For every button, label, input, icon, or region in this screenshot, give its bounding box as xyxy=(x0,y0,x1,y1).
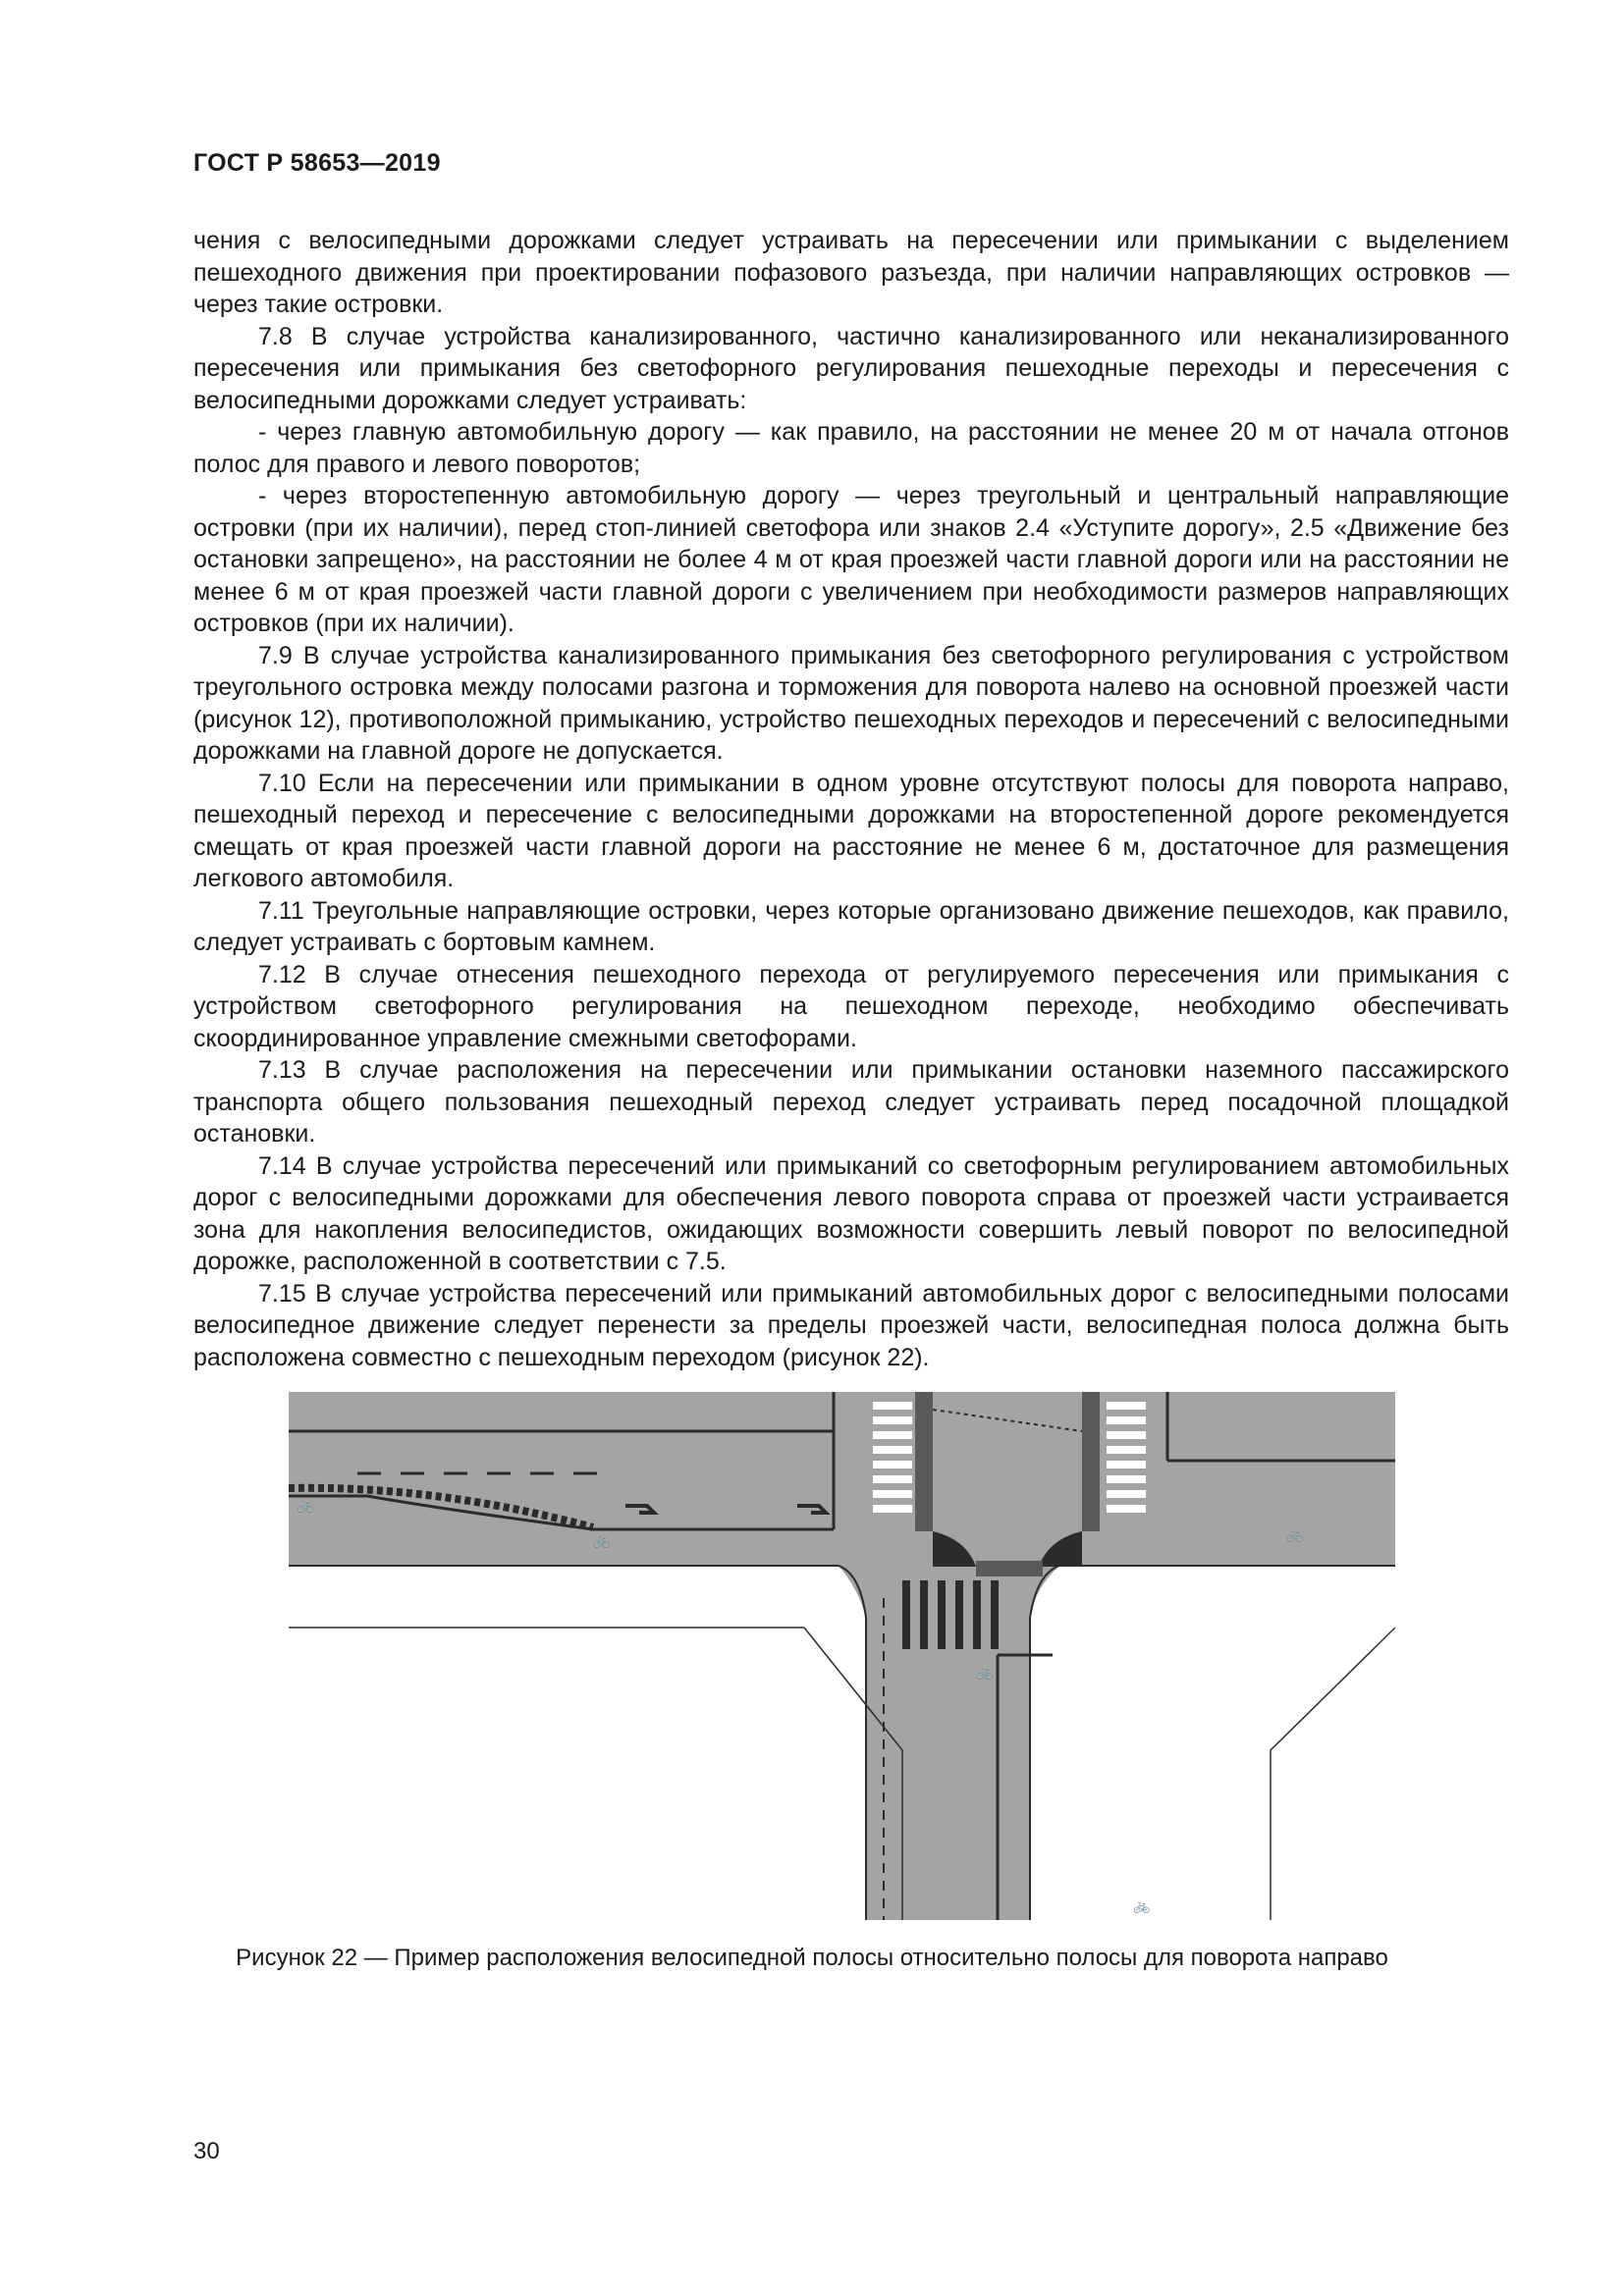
bike-symbol-1: 🚲 xyxy=(297,1497,314,1513)
paragraph-7-14: 7.14 В случае устройства пересечений или примыканий со светофорным регулированием автомобильных дорог с велосипедными дорожками для обеспечения левого поворота справа от проезжей части устраивается зона для накопления велосипедистов, ожидающих возможности совершить левый поворот по велосипедной дорожке, расположенной в соответствии с 7.5. xyxy=(193,1151,1509,1275)
sidewalk-top xyxy=(289,1392,1395,1398)
list-item-secondary-road: - через второстепенную автомобильную дорогу — через треугольный и центральный направляющие островки (при их наличии), перед стоп-линией светофора или знаков 2.4 «Уступите дорогу», 2.5 «Движение без остановки запрещено», на расстоянии не более 4 м от края проезжей части главной дороги или на расстоянии не менее 6 м от края проезжей части главной дороги с увеличением при необходимости размеров направляющих островков (при их наличии). xyxy=(193,482,1509,637)
bike-crossing-right xyxy=(1082,1392,1100,1531)
paragraph-7-13: 7.13 В случае расположения на пересечении или примыкании остановки наземного пассажирского транспорта общего пользования пешеходный переход следует устраивать перед посадочной площадкой остановки. xyxy=(193,1056,1509,1148)
paragraph-7-15: 7.15 В случае устройства пересечений или примыканий автомобильных дорог с велосипедными полосами велосипедное движение следует перенести за пределы проезжей части, велосипедная полоса должна быть расположена совместно с пешеходным переходом (рисунок 22). xyxy=(193,1279,1509,1371)
paragraph-7-8: 7.8 В случае устройства канализированного, частично канализированного или неканализированного пересечения или примыкания без светофорного регулирования пешеходные переходы и пересечения с велосипедными дорожками следует устраивать: xyxy=(193,322,1509,414)
body-text xyxy=(193,225,1509,1373)
paragraph-7-11: 7.11 Треугольные направляющие островки, через которые организовано движение пешеходов, как правило, следует устраивать с бортовым камнем. xyxy=(193,896,1509,956)
main-road xyxy=(289,1392,1395,1566)
intersection-diagram xyxy=(289,1392,1395,1920)
document-header: ГОСТ Р 58653—2019 xyxy=(193,149,441,177)
figure-caption: Рисунок 22 — Пример расположения велосипедной полосы относительно полосы для поворота направо xyxy=(236,1945,1388,1971)
paragraph-7-9: 7.9 В случае устройства канализированного примыкания без светофорного регулирования с устройством треугольного островка между полосами разгона и торможения для поворота налево на основной проезжей части (рисунок 12), противоположной примыканию, устройство пешеходных переходов и пересечений с велосипедными дорожками на главной дороге не допускается. xyxy=(193,641,1509,765)
page-number: 30 xyxy=(193,2138,220,2164)
bike-symbol-4: 🚲 xyxy=(976,1664,994,1680)
paragraph-7-12: 7.12 В случае отнесения пешеходного перехода от регулируемого пересечения или примыкания с устройством светофорного регулирования на пешеходном переходе, необходимо обеспечивать скоординированное управление смежными светофорами. xyxy=(193,960,1509,1052)
bike-crossing-left xyxy=(915,1392,933,1531)
paragraph-7-10: 7.10 Если на пересечении или примыкании в одном уровне отсутствуют полосы для поворота направо, пешеходный переход и пересечение с велосипедными дорожками на второстепенной дороге рекомендуется смещать от края проезжей части главной дороги на расстояние не менее 6 м, достаточное для размещения легкового автомобиля. xyxy=(193,769,1509,892)
bike-symbol-5: 🚲 xyxy=(1133,1897,1151,1913)
bike-crossing-side xyxy=(976,1561,1043,1576)
list-item-main-road: - через главную автомобильную дорогу — как правило, на расстоянии не менее 20 м от начала отгонов полос для правого и левого поворотов; xyxy=(193,418,1509,478)
bike-symbol-3: 🚲 xyxy=(1286,1526,1304,1542)
bike-symbol-2: 🚲 xyxy=(593,1532,611,1548)
paragraph-continuation: чения с велосипедными дорожками следует устраивать на пересечении или примыкании с выделением пешеходного движения при проектировании пофазового разъезда, при наличии направляющих островков — через такие островки. xyxy=(193,227,1509,318)
